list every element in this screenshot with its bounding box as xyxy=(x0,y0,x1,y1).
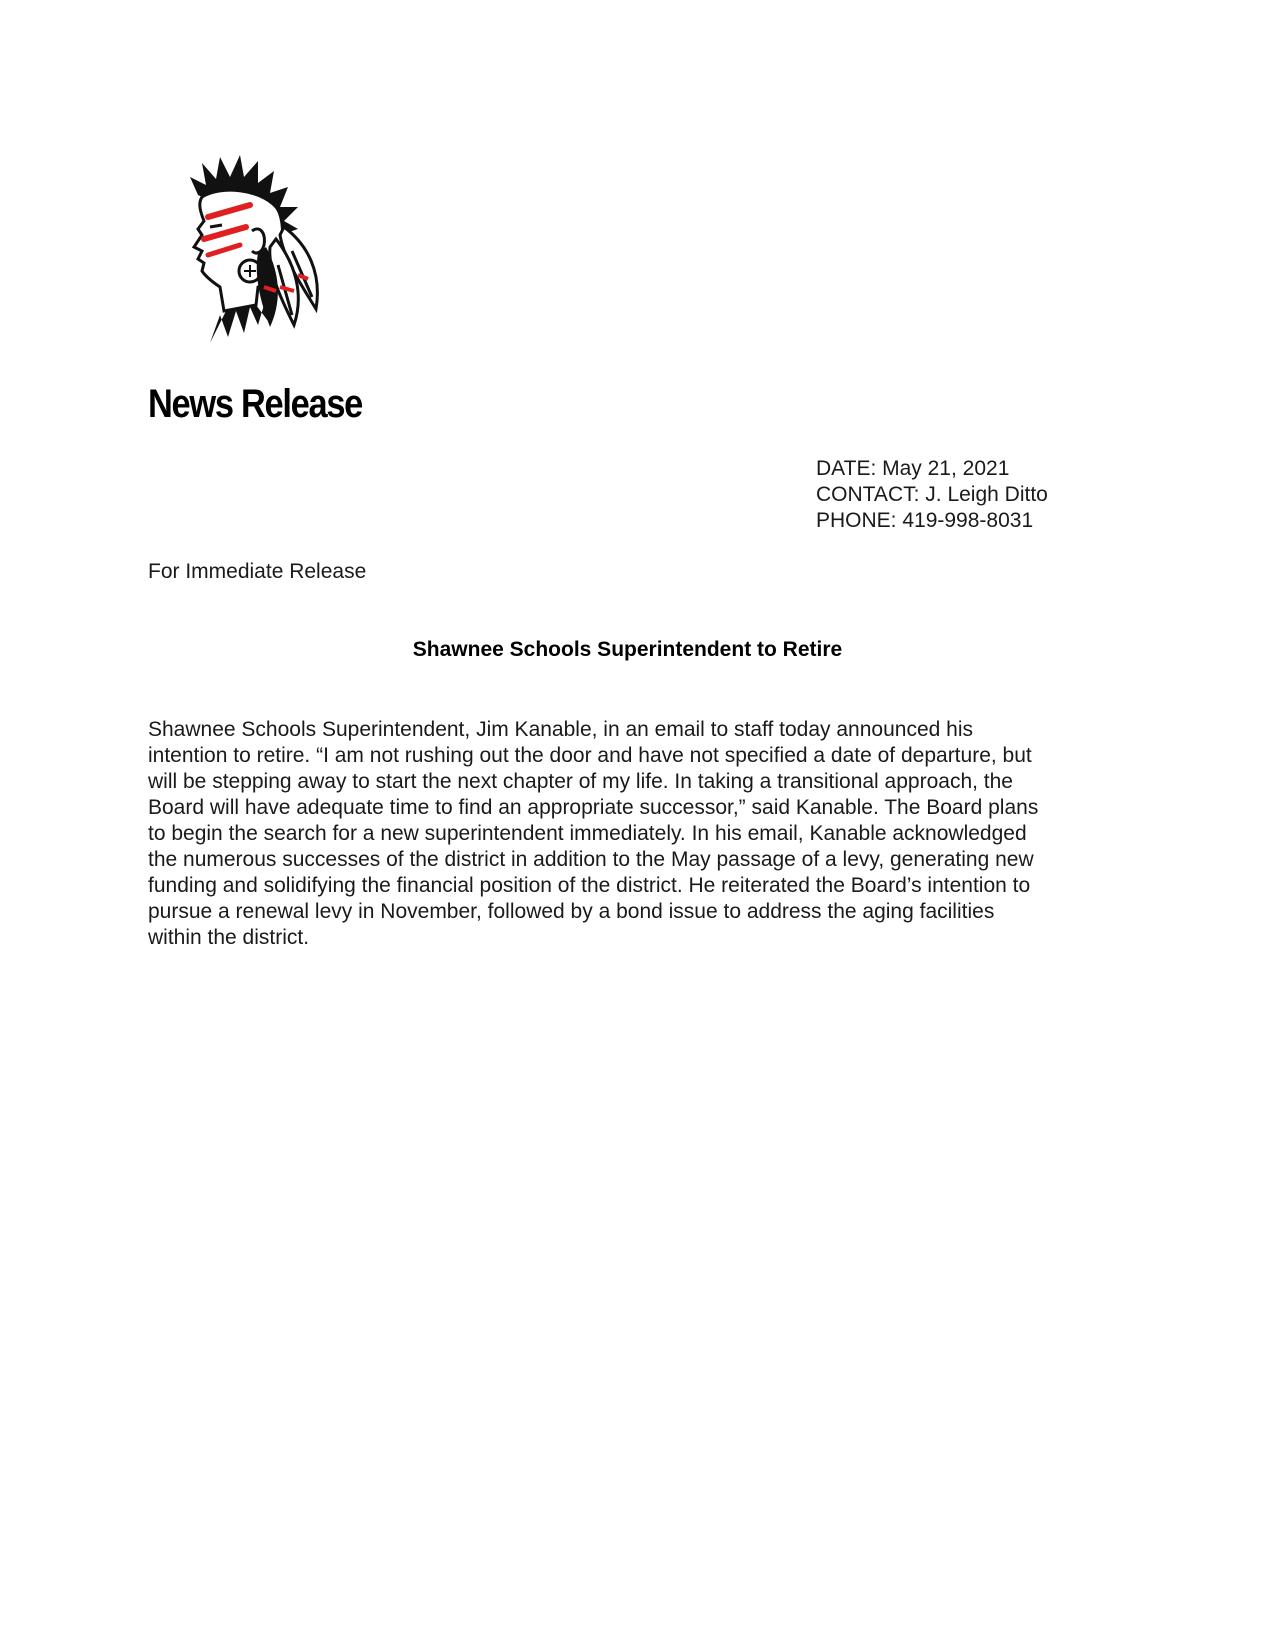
body-line: the numerous successes of the district in addition to the May passage of a levy, generating new xyxy=(148,848,1034,871)
body-line: pursue a renewal levy in November, followed by a bond issue to address the aging facilities xyxy=(148,900,995,923)
body-paragraph xyxy=(148,717,1108,951)
release-phone: PHONE: 419-998-8031 xyxy=(816,509,1034,532)
release-date: DATE: May 21, 2021 xyxy=(816,457,1010,480)
mascot-head-icon xyxy=(180,155,340,350)
release-type: For Immediate Release xyxy=(148,560,367,583)
body-line: within the district. xyxy=(148,926,310,949)
headline-text: Shawnee Schools Superintendent to Retire xyxy=(412,638,843,661)
body-line: to begin the search for a new superintendent immediately. In his email, Kanable acknowledged xyxy=(148,822,1027,845)
body-line: intention to retire. “I am not rushing out the door and have not specified a date of departure, but xyxy=(148,744,1032,767)
body-line: Board will have adequate time to find an appropriate successor,” said Kanable. The Board plans xyxy=(148,796,1039,819)
body-line: funding and solidifying the financial position of the district. He reiterated the Board’s intention to xyxy=(148,874,1031,897)
body-line: will be stepping away to start the next chapter of my life. In taking a transitional approach, the xyxy=(148,770,1013,793)
page-title: News Release xyxy=(148,382,363,426)
release-meta xyxy=(816,456,1048,534)
body-line: Shawnee Schools Superintendent, Jim Kanable, in an email to staff today announced his xyxy=(148,718,973,741)
mascot-logo xyxy=(180,155,340,350)
headline xyxy=(0,638,1265,662)
release-contact: CONTACT: J. Leigh Ditto xyxy=(816,483,1048,506)
